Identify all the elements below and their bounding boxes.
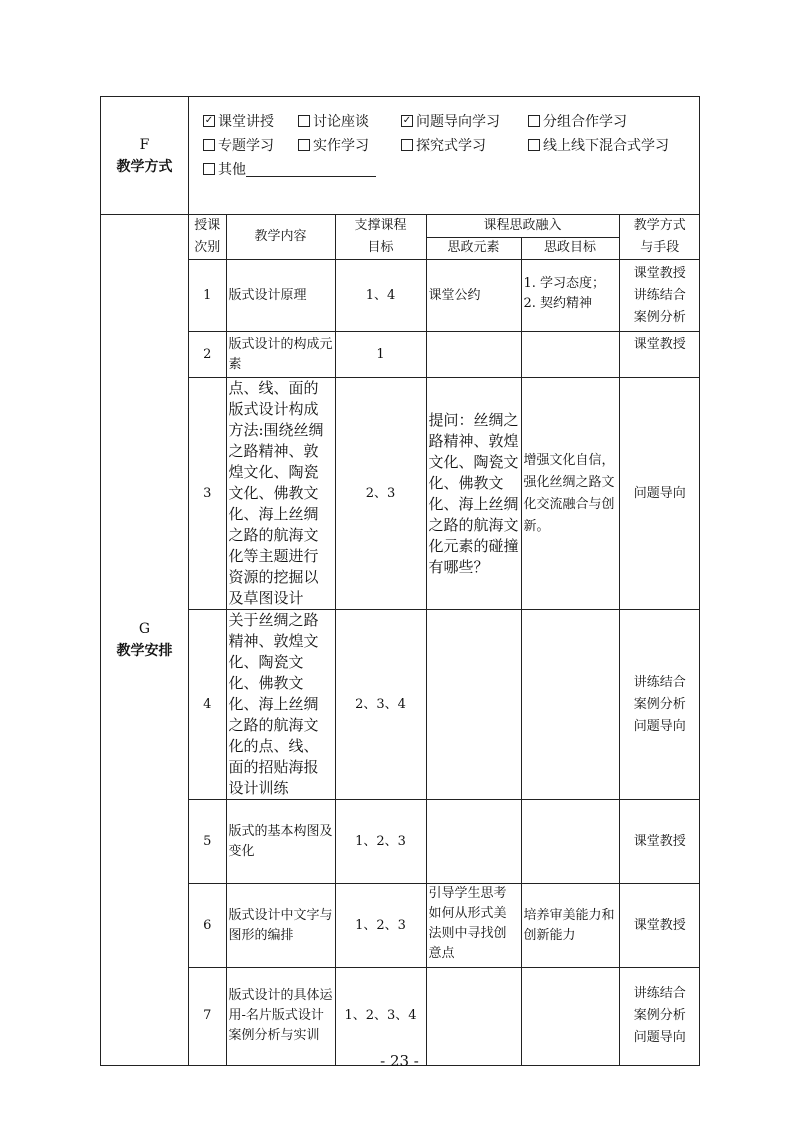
methods-row-1: [203, 109, 699, 133]
section-g-title: 教学安排: [116, 642, 173, 659]
checkbox-inquiry[interactable]: [401, 139, 413, 151]
option-topic[interactable]: 专题学习: [203, 135, 298, 155]
option-discussion[interactable]: 讨论座谈: [298, 111, 401, 131]
checkbox-other[interactable]: [203, 163, 215, 175]
option-inquiry[interactable]: 探究式学习: [401, 135, 528, 155]
header-session: 授课次别: [189, 215, 226, 260]
table-row: 7 版式设计的具体运用-名片版式设计案例分析与实训 1、2、3、4 讲练结合 案例分析 问题导向: [189, 968, 700, 1065]
schedule-table: [189, 215, 700, 1065]
header-goal: 支撑课程目标: [335, 215, 426, 260]
checkbox-lecture[interactable]: ✓: [204, 115, 214, 126]
checkbox-discussion[interactable]: [298, 115, 310, 127]
section-f-title: 教学方式: [116, 158, 173, 175]
table-row: 5 版式的基本构图及变化 1、2、3 课堂教授: [189, 800, 700, 884]
teaching-methods-cell: [189, 97, 700, 215]
option-group-work[interactable]: 分组合作学习: [528, 111, 627, 131]
table-row: 2 版式设计的构成元素 1 课堂教授: [189, 332, 700, 378]
table-row: 3 点、线、面的版式设计构成方法:围绕丝绸之路精神、敦煌文化、陶瓷文化、佛教文化、海上丝绸之路的航海文化等主题进行资源的挖掘以及草图设计 2、3 提问：丝绸之路精神、敦煌文化、陶瓷文化、佛教文化、海上丝绸之路的航海文化元素的碰撞有哪些？ 增强文化自信，强化丝绸之路文化交流融合与创新。 问题导向: [189, 378, 700, 610]
page-number: - 23 -: [380, 1052, 419, 1070]
option-lecture[interactable]: ✓ 课堂讲授: [204, 114, 274, 130]
header-method: 教学方式与手段: [619, 215, 700, 260]
header-element: 思政元素: [426, 237, 521, 259]
header-ideology-goal: 思政目标: [521, 237, 619, 259]
methods-row-3: [203, 157, 699, 181]
header-content: 教学内容: [226, 215, 335, 260]
section-f-letter: F: [139, 136, 150, 153]
table-row: 6 版式设计中文字与图形的编排 1、2、3 引导学生思考如何从形式美法则中寻找创意点 培养审美能力和创新能力 课堂教授: [189, 884, 700, 968]
checkbox-group-work[interactable]: [528, 115, 540, 127]
schedule-cell: [189, 215, 700, 1066]
other-blank-line[interactable]: [246, 162, 376, 177]
section-g-label-cell: [101, 215, 189, 1066]
methods-row-2: [203, 133, 699, 157]
section-g-letter: G: [138, 620, 151, 637]
checkbox-problem-based[interactable]: ✓: [402, 115, 412, 126]
option-problem-based[interactable]: ✓ 问题导向学习: [402, 114, 500, 130]
option-other[interactable]: 其他: [203, 159, 376, 179]
section-f-label-cell: [101, 97, 189, 215]
course-table: [100, 96, 700, 1066]
option-practice[interactable]: 实作学习: [298, 135, 401, 155]
table-row: 4 关于丝绸之路精神、敦煌文化、陶瓷文化、佛教文化、海上丝绸之路的航海文化的点、线、面的招贴海报设计训练 2、3、4 讲练结合 案例分析 问题导向: [189, 610, 700, 800]
checkbox-topic[interactable]: [203, 139, 215, 151]
checkbox-practice[interactable]: [298, 139, 310, 151]
checkbox-blended[interactable]: [528, 139, 540, 151]
header-ideology: 课程思政融入: [426, 215, 619, 237]
option-blended[interactable]: 线上线下混合式学习: [528, 135, 669, 155]
table-row: 1 版式设计原理 1、4 课堂公约 1. 学习态度； 2. 契约精神 课堂教授 讲练结合 案例分析: [189, 260, 700, 332]
